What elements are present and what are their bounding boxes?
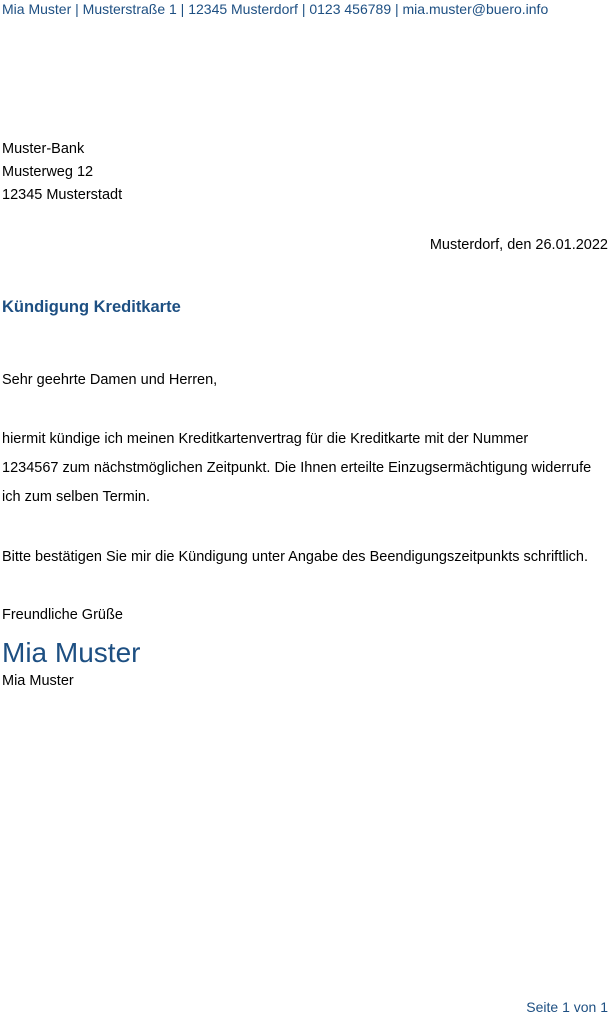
printed-name: Mia Muster: [2, 673, 74, 689]
signature: Mia Muster: [2, 637, 141, 668]
letter-subject: Kündigung Kreditkarte: [2, 298, 181, 316]
body-paragraph-2: Bitte bestätigen Sie mir die Kündigung unter Angabe des Beendigungszeitpunkts schriftlich.: [2, 549, 589, 565]
closing: Freundliche Grüße: [2, 607, 123, 623]
sender-address-line: Mia Muster | Musterstraße 1 | 12345 Musterdorf | 0123 456789 | mia.muster@buero.info: [2, 1, 549, 17]
body-paragraph-1-line-2: 1234567 zum nächstmöglichen Zeitpunkt. Die Ihnen erteilte Einzugsermächtigung widerrufe: [2, 460, 592, 476]
date-line: Musterdorf, den 26.01.2022: [429, 237, 608, 253]
body-paragraph-1-line-1: hiermit kündige ich meinen Kreditkartenvertrag für die Kreditkarte mit der Nummer: [2, 431, 529, 447]
recipient-street: Musterweg 12: [2, 164, 94, 180]
body-paragraph-1-line-3: ich zum selben Termin.: [2, 489, 151, 505]
recipient-name: Muster-Bank: [2, 141, 85, 157]
recipient-city: 12345 Musterstadt: [2, 187, 123, 203]
page-number: Seite 1 von 1: [526, 999, 608, 1015]
salutation: Sehr geehrte Damen und Herren,: [2, 372, 218, 388]
